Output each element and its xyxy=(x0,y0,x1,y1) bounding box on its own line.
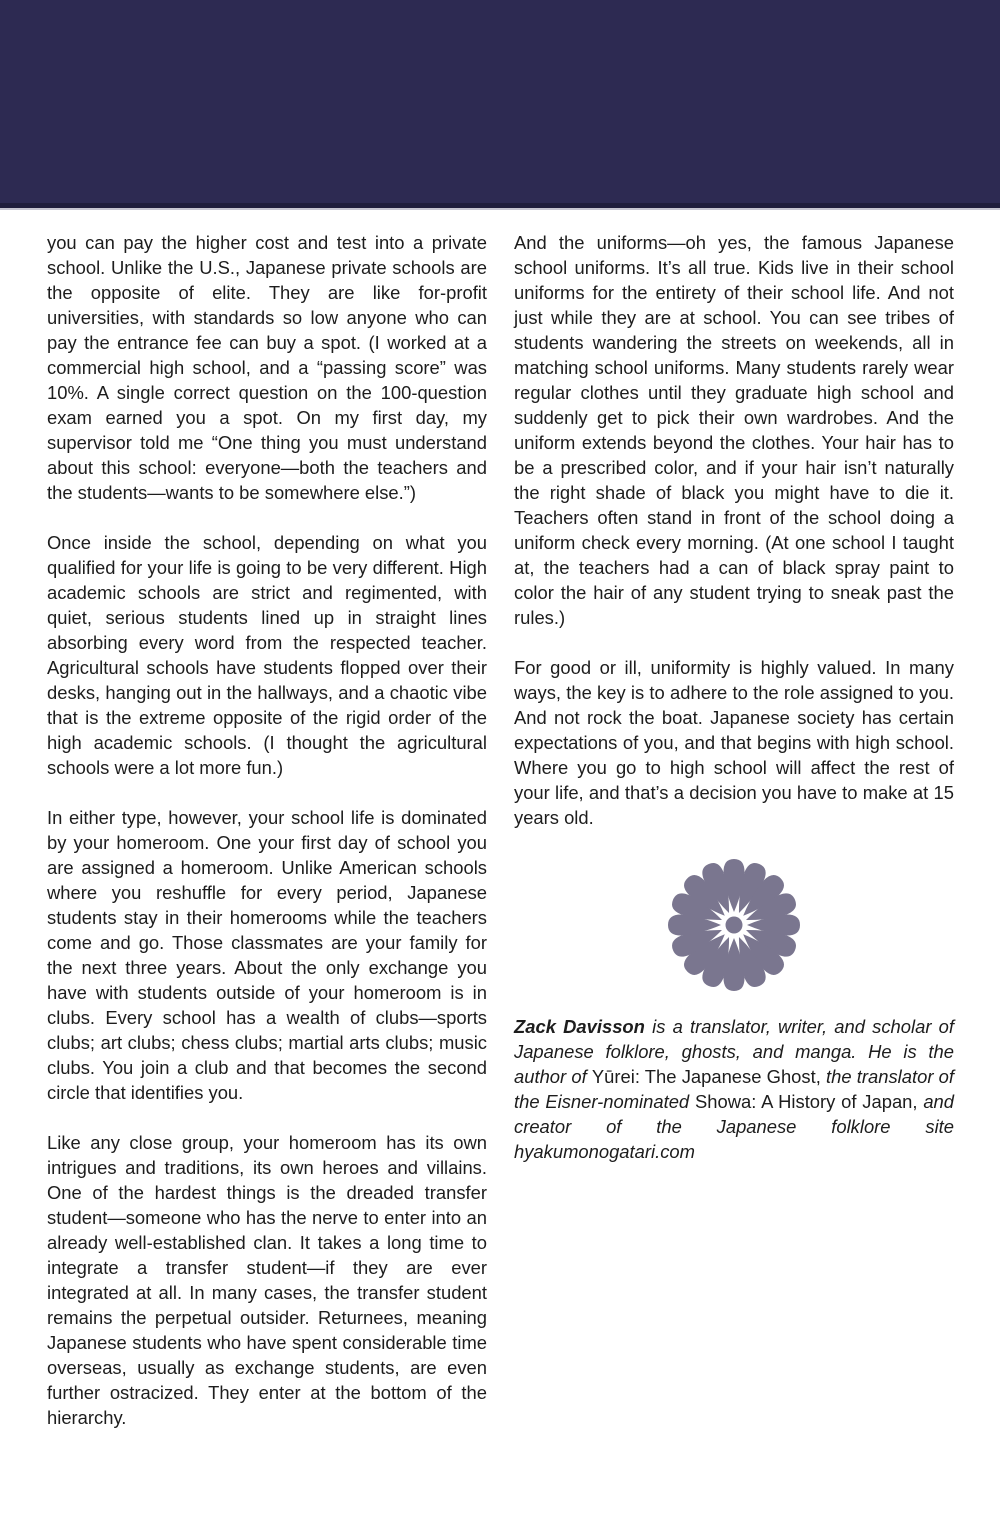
header-band xyxy=(0,0,1000,208)
book-title-showa: Showa: A History of Japan, xyxy=(694,1091,918,1112)
bio-text: the translator of the Eisner-nominated xyxy=(514,1066,954,1112)
author-name: Zack Davisson xyxy=(514,1016,645,1037)
paragraph: Like any close group, your homeroom has its own intrigues and traditions, its own heroes and villains. One of the hardest things is the dreaded transfer student—someone who has the nerve to enter into an already well-established clan. It takes a long time to integrate a transfer student—if they are ever integrated at all. In many cases, the transfer student remains the perpetual outsider. Returnees, meaning Japanese students who have spent considerable time overseas, usually as exchange students, are even further ostracized. They enter at the bottom of the hierarchy. xyxy=(47,1132,487,1428)
bio-text: and creator of the Japanese folklore site xyxy=(514,1091,954,1137)
left-column xyxy=(47,230,487,1455)
author-bio xyxy=(514,1014,954,1164)
bio-text: is a translator, writer, and scholar of Japanese folklore, ghosts, and manga. He is the author of xyxy=(514,1016,954,1087)
paragraph: Once inside the school, depending on what you qualified for your life is going to be very different. High academic schools are strict and regimented, with quiet, serious students lined up in straight lines absorbing every word from the respected teacher. Agricultural schools have students flopped over their desks, hanging out in the hallways, and a chaotic vibe that is the extreme opposite of the rigid order of the high academic schools. (I thought the agricultural schools were a lot more fun.) xyxy=(47,532,487,778)
book-title-yurei: Yūrei: The Japanese Ghost, xyxy=(591,1066,821,1087)
right-column xyxy=(514,230,954,1455)
paragraph: And the uniforms—oh yes, the famous Japanese school uniforms. It’s all true. Kids live in their school uniforms for the entirety of their school life. And not just while they are at school. You can see tribes of students wandering the streets on weekends, all in matching school uniforms. Many students rarely wear regular clothes until they graduate high school and suddenly get to pick their own wardrobes. And the uniform extends beyond the clothes. Your hair has to be a prescribed color, and if your hair isn’t naturally the right shade of black you might have to die it. Teachers often stand in front of the school doing a uniform check every morning. (At one school I taught at, the teachers had a can of black spray paint to color the hair of any student trying to sneak past the rules.) xyxy=(514,232,954,628)
paragraph: you can pay the higher cost and test into a private school. Unlike the U.S., Japanese private schools are the opposite of elite. They are like for-profit universities, with standards so low anyone who can pay the entrance fee can buy a spot. (I worked at a commercial high school, and a “passing score” was 10%. A single correct question on the 100-question exam earned you a spot. On my first day, my supervisor told me “One thing you must understand about this school: everyone—both the teachers and the students—wants to be somewhere else.”) xyxy=(47,232,487,503)
website-text: hyakumonogatari.com xyxy=(514,1141,695,1162)
paragraph: For good or ill, uniformity is highly valued. In many ways, the key is to adhere to the role assigned to you. And not rock the boat. Japanese society has certain expectations of you, and that begins with high school. Where you go to high school will affect the rest of your life, and that’s a decision you have to make at 15 years old. xyxy=(514,657,954,828)
paragraph: In either type, however, your school life is dominated by your homeroom. One your first day of school you are assigned a homeroom. Unlike American schools where you reshuffle for every period, Japanese students stay in their homerooms while the teachers come and go. Those classmates are your family for the next three years. About the only exchange you have with students outside of your homeroom is in clubs. Every school has a wealth of clubs—sports clubs; art clubs; chess clubs; martial arts clubs; music clubs. You join a club and that becomes the second circle that identifies you. xyxy=(47,807,487,1103)
chrysanthemum-crest-icon xyxy=(514,855,954,1000)
page-content xyxy=(0,208,1000,1455)
